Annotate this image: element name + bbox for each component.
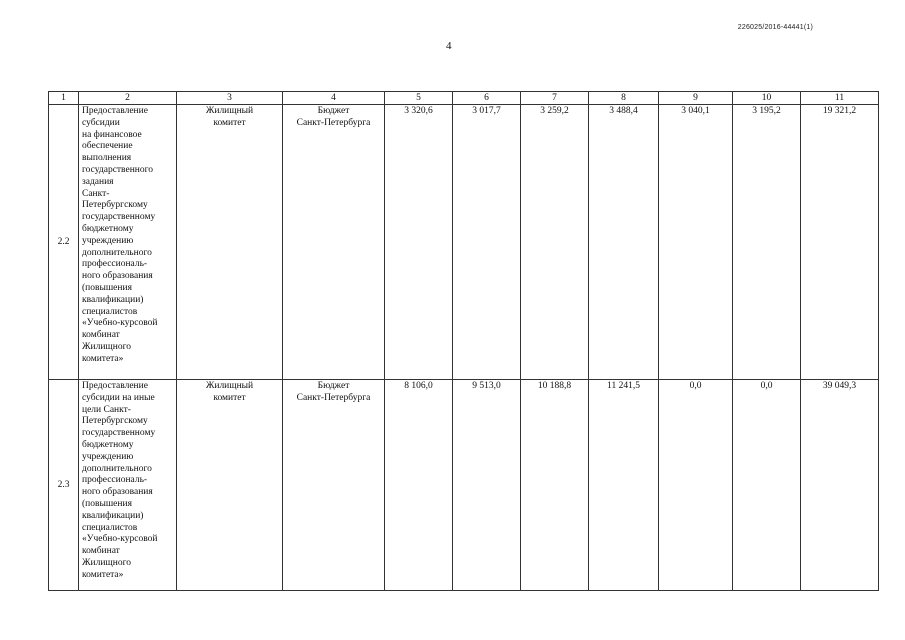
row-value: 11 241,5 [589, 380, 659, 591]
row-value: 3 259,2 [521, 105, 589, 380]
row-total: 19 321,2 [801, 105, 879, 380]
row-value: 3 488,4 [589, 105, 659, 380]
row-value: 0,0 [733, 380, 801, 591]
program-table [48, 91, 879, 591]
table-row [49, 380, 879, 591]
row-executor: Жилищный комитет [177, 380, 283, 591]
row-value: 3 040,1 [659, 105, 733, 380]
column-header: 1 [49, 92, 79, 105]
column-number-row [49, 92, 879, 105]
row-value: 3 320,6 [385, 105, 453, 380]
column-header: 7 [521, 92, 589, 105]
column-header: 9 [659, 92, 733, 105]
column-header: 6 [453, 92, 521, 105]
row-description: Предоставление субсидии на финансовое обеспечение выполнения государственного задания Санкт- Петербургскому государственному бюджетному учреждению дополнительного профессиональ- ного образования (повышения квалификации) специалистов «Учебно-курсовой комбинат Жилищного комитета» [79, 105, 177, 380]
row-value: 3 017,7 [453, 105, 521, 380]
page-number: 4 [446, 40, 452, 52]
row-description: Предоставление субсидии на иные цели Санкт- Петербургскому государственному бюджетному учреждению дополнительного профессиональ- ного образования (повышения квалификации) специалистов «Учебно-курсовой комбинат Жилищного комитета» [79, 380, 177, 591]
row-number: 2.2 [49, 105, 79, 380]
column-header: 2 [79, 92, 177, 105]
row-value: 8 106,0 [385, 380, 453, 591]
row-executor: Жилищный комитет [177, 105, 283, 380]
column-header: 4 [283, 92, 385, 105]
row-total: 39 049,3 [801, 380, 879, 591]
row-value: 3 195,2 [733, 105, 801, 380]
column-header: 11 [801, 92, 879, 105]
column-header: 10 [733, 92, 801, 105]
column-header: 5 [385, 92, 453, 105]
row-value: 10 188,8 [521, 380, 589, 591]
document-id: 226025/2016-44441(1) [737, 24, 813, 31]
column-header: 8 [589, 92, 659, 105]
row-value: 0,0 [659, 380, 733, 591]
row-funding-source: Бюджет Санкт-Петербурга [283, 105, 385, 380]
row-number: 2.3 [49, 380, 79, 591]
row-funding-source: Бюджет Санкт-Петербурга [283, 380, 385, 591]
column-header: 3 [177, 92, 283, 105]
table-row [49, 105, 879, 380]
row-value: 9 513,0 [453, 380, 521, 591]
